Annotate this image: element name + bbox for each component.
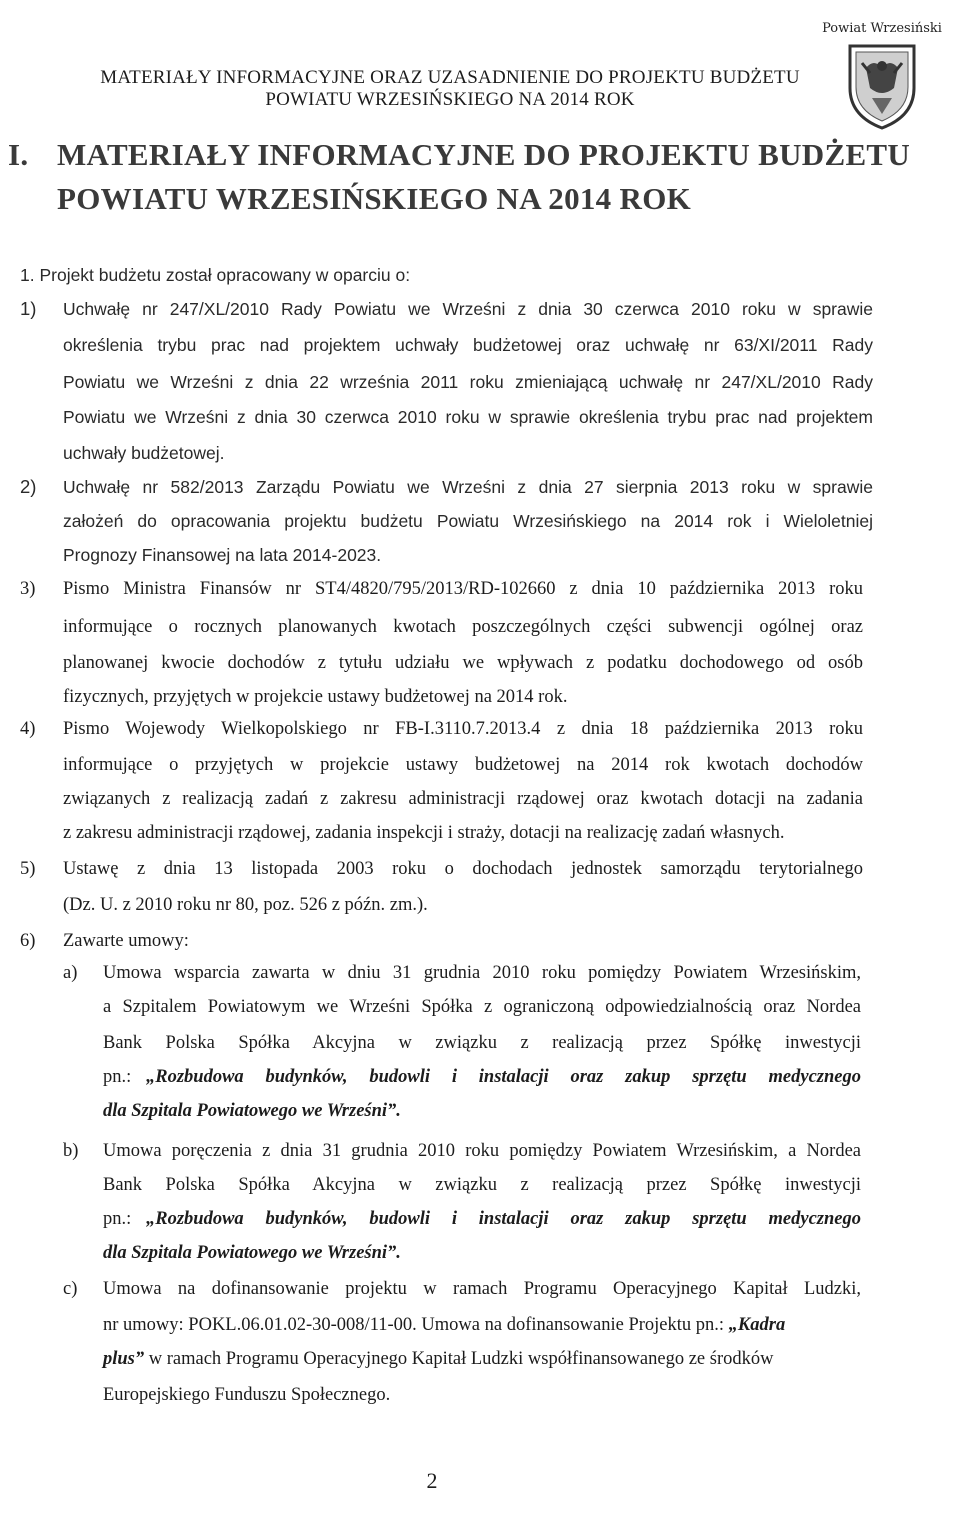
section-title-line2: POWIATU WRZESIŃSKIEGO NA 2014 ROK [57, 181, 692, 216]
contract-c-project-title: „Kadra [728, 1315, 786, 1335]
section-number: I. [8, 137, 29, 172]
item-number: 4) [20, 719, 36, 739]
item-5-line: Ustawę z dnia 13 listopada 2003 roku o dochodach jednostek samorządu terytorialnego [63, 859, 863, 879]
document-header-line2: POWIATU WRZESIŃSKIEGO NA 2014 ROK [265, 89, 635, 110]
item-1-line: Powiatu we Wrześni z dnia 22 września 2011 roku zmieniającą uchwałę nr 247/XL/2010 Rady [63, 372, 873, 392]
svg-text:Powiat Wrzesiński: Powiat Wrzesiński [822, 21, 942, 36]
item-1-line: uchwały budżetowej. [63, 443, 225, 463]
item-6-line: Zawarte umowy: [63, 931, 189, 951]
contract-c-line [103, 1348, 773, 1370]
item-3-line: fizycznych, przyjętych w projekcie ustawy budżetowej na 2014 rok. [63, 687, 568, 707]
contract-letter: a) [63, 963, 78, 983]
intro-text: 1. Projekt budżetu został opracowany w oparciu o: [20, 265, 411, 285]
contract-a-project-title: „Rozbudowa budynków, budowli i instalacji oraz zakup sprzętu medycznego [146, 1067, 861, 1087]
item-2-line: założeń do opracowania projektu budżetu Powiatu Wrzesińskiego na 2014 rok i Wieloletniej [63, 511, 873, 531]
contract-c-line [103, 1314, 785, 1336]
contract-a-line: a Szpitalem Powiatowym we Wrześni Spółka z ograniczoną odpowiedzialnością oraz Nordea [103, 997, 861, 1017]
contract-c-line: Umowa na dofinansowanie projektu w ramach Programu Operacyjnego Kapitał Ludzki, [103, 1279, 861, 1299]
contract-a-line: Umowa wsparcia zawarta w dniu 31 grudnia 2010 roku pomiędzy Powiatem Wrzesińskim, [103, 963, 861, 983]
item-1-line: określenia trybu prac nad projektem uchwały budżetowej oraz uchwałę nr 63/XI/2011 Rady [63, 335, 873, 355]
item-number: 1) [20, 298, 37, 319]
contract-c-text: w ramach Programu Operacyjnego Kapitał Ludzki współfinansowanego ze środków [144, 1349, 774, 1369]
item-number: 2) [20, 476, 37, 497]
contract-c-line: Europejskiego Funduszu Społecznego. [103, 1385, 391, 1405]
contract-a-project-title: dla Szpitala Powiatowego we Wrześni”. [103, 1101, 401, 1121]
contract-c-project-title: plus” [103, 1349, 145, 1369]
item-4-line: z zakresu administracji rządowej, zadania inspekcji i straży, dotacji na realizację zadań własnych. [63, 823, 785, 843]
county-coat-of-arms-logo [822, 18, 942, 133]
item-1-line: Uchwałę nr 247/XL/2010 Rady Powiatu we Wrześni z dnia 30 czerwca 2010 roku w sprawie [63, 299, 873, 319]
item-2-line: Prognozy Finansowej na lata 2014-2023. [63, 545, 382, 565]
document-header-line1: MATERIAŁY INFORMACYJNE ORAZ UZASADNIENIE DO PROJEKTU BUDŻETU [100, 67, 800, 88]
contract-a-line: Bank Polska Spółka Akcyjna w związku z realizacją przez Spółkę inwestycji [103, 1033, 861, 1053]
contract-c-text: nr umowy: POKL.06.01.02-30-008/11-00. Umowa na dofinansowanie Projektu pn.: [103, 1315, 729, 1335]
item-4-line: informujące o przyjętych w projekcie ustawy budżetowej na 2014 rok kwotach dochodów [63, 755, 863, 775]
item-1-line: Powiatu we Wrześni z dnia 30 czerwca 2010 roku w sprawie określenia trybu prac nad projektem [63, 407, 873, 427]
item-number: 6) [20, 931, 36, 951]
contract-letter: b) [63, 1141, 79, 1161]
page-number: 2 [426, 1468, 438, 1493]
item-3-line: planowanej kwocie dochodów z tytułu udziału we wpływach z podatku dochodowego od osób [63, 653, 863, 673]
contract-b-line: Umowa poręczenia z dnia 31 grudnia 2010 roku pomiędzy Powiatem Wrzesińskim, a Nordea [103, 1141, 861, 1161]
contract-b-pn-label: pn.: [103, 1209, 132, 1229]
item-2-line: Uchwałę nr 582/2013 Zarządu Powiatu we Wrześni z dnia 27 sierpnia 2013 roku w sprawie [63, 477, 873, 497]
contract-letter: c) [63, 1279, 78, 1299]
item-3-line: Pismo Ministra Finansów nr ST4/4820/795/2013/RD-102660 z dnia 10 października 2013 roku [63, 579, 863, 599]
item-number: 3) [20, 579, 36, 599]
contract-b-line: Bank Polska Spółka Akcyjna w związku z realizacją przez Spółkę inwestycji [103, 1175, 861, 1195]
item-4-line: Pismo Wojewody Wielkopolskiego nr FB-I.3110.7.2013.4 z dnia 18 października 2013 roku [63, 719, 863, 739]
item-5-line: (Dz. U. z 2010 roku nr 80, poz. 526 z późn. zm.). [63, 895, 428, 915]
coat-of-arms-icon [822, 18, 942, 133]
item-3-line: informujące o rocznych planowanych kwotach poszczególnych części subwencji ogólnej oraz [63, 617, 863, 637]
item-number: 5) [20, 859, 36, 879]
section-title-line1: MATERIAŁY INFORMACYJNE DO PROJEKTU BUDŻETU [57, 137, 911, 172]
contract-b-project-title: „Rozbudowa budynków, budowli i instalacji oraz zakup sprzętu medycznego [146, 1209, 861, 1229]
contract-b-project-title: dla Szpitala Powiatowego we Wrześni”. [103, 1243, 401, 1263]
contract-a-pn-label: pn.: [103, 1067, 132, 1087]
item-4-line: związanych z realizacją zadań z zakresu administracji rządowej oraz kwotach dotacji na zadania [63, 789, 863, 809]
